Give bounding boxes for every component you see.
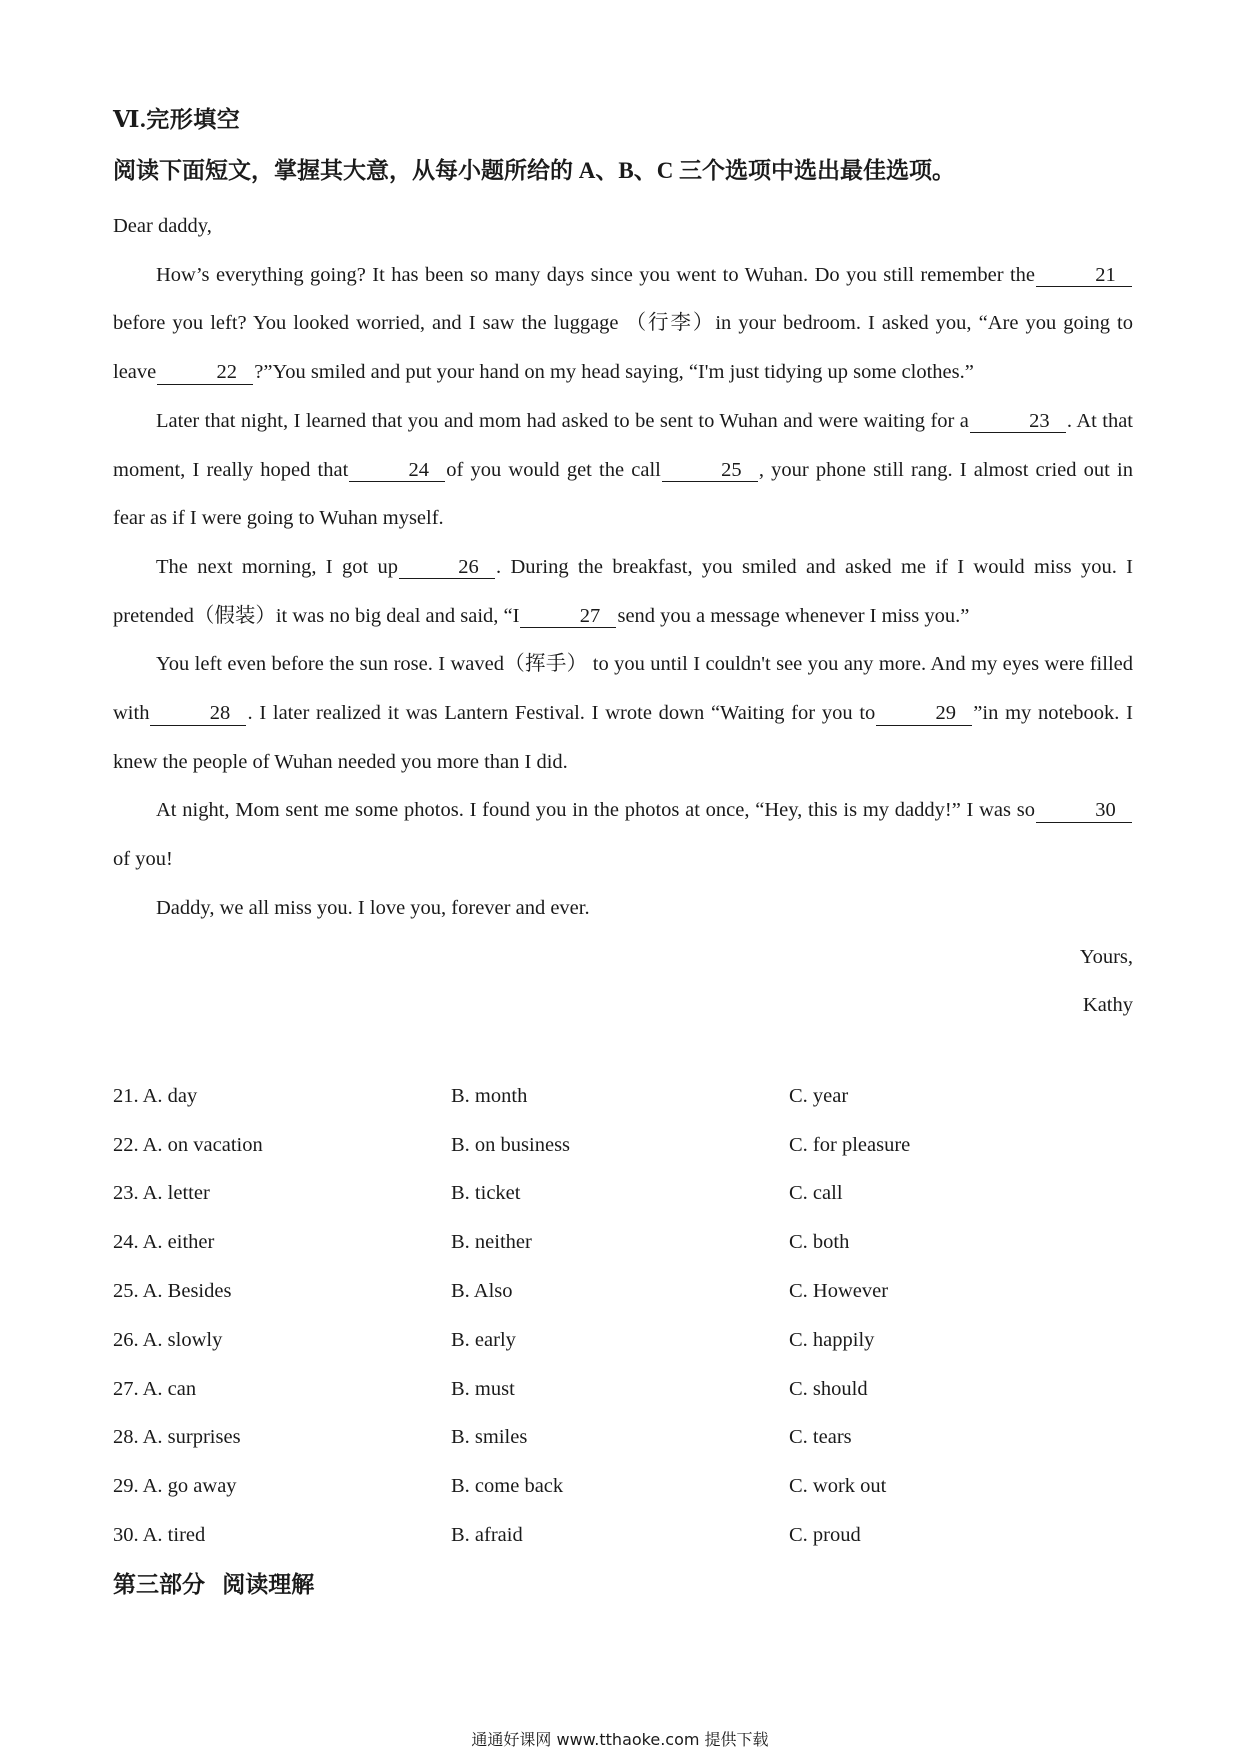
paragraph-text: At night, Mom sent me some photos. I found you in the photos at once, “Hey, this is my daddy!” I was so (156, 799, 1035, 822)
paragraph-text: . I later realized it was Lantern Festival. I wrote down “Waiting for you to (247, 702, 876, 725)
option-a: 26. A. slowly (113, 1328, 223, 1351)
letter-paragraph-1 (113, 251, 1133, 397)
option-row (113, 1218, 1113, 1267)
paragraph-text: , your phone still rang. I almost cried out in fear as if I were going to Wuhan myself. (113, 458, 1133, 530)
letter-paragraph-2 (113, 397, 1133, 543)
option-c: C. year (789, 1084, 849, 1107)
option-row (113, 1121, 1113, 1170)
blank-26: 26 (399, 557, 495, 580)
instruction-text: 阅读下面短文，掌握其大意，从每小题所给的 A、B、C 三个选项中选出最佳选项。 (113, 158, 956, 183)
letter-paragraph-3 (113, 543, 1133, 640)
option-b: B. early (451, 1328, 516, 1351)
paragraph-text: ?”You smiled and put your hand on my head saying, “I'm just tidying up some clothes.” (254, 361, 974, 384)
footer-watermark: 通通好课网 www.tthaoke.com 提供下载 (471, 1730, 769, 1749)
option-c: C. tears (789, 1426, 852, 1449)
section-title: Ⅵ.完形填空 (113, 107, 241, 132)
option-row (113, 1170, 1113, 1219)
paragraph-text: of you! (113, 848, 173, 871)
letter-greeting: Dear daddy, (113, 215, 212, 237)
blank-25: 25 (662, 460, 758, 483)
paragraph-text: The next morning, I got up (156, 555, 399, 578)
option-row (113, 1511, 1113, 1560)
answer-options (113, 1072, 1113, 1560)
option-c: C. should (789, 1377, 868, 1400)
option-a: 27. A. can (113, 1377, 197, 1400)
blank-23: 23 (970, 411, 1066, 434)
option-c: C. happily (789, 1328, 875, 1351)
option-a: 28. A. surprises (113, 1426, 241, 1449)
option-row (113, 1316, 1113, 1365)
option-c: C. work out (789, 1475, 887, 1498)
option-b: B. ticket (451, 1182, 521, 1205)
paragraph-text: You left even before the sun rose. I waved（挥手） to you until I couldn't see you any more. And my eyes were filled with (113, 653, 1133, 725)
option-row (113, 1072, 1113, 1121)
option-b: B. come back (451, 1475, 564, 1498)
option-a: 25. A. Besides (113, 1280, 232, 1303)
option-b: B. must (451, 1377, 515, 1400)
option-row (113, 1267, 1113, 1316)
blank-30: 30 (1036, 800, 1132, 823)
paragraph-text: send you a message whenever I miss you.” (617, 604, 970, 627)
option-a: 22. A. on vacation (113, 1133, 263, 1156)
option-a: 24. A. either (113, 1231, 215, 1254)
option-a: 23. A. letter (113, 1182, 210, 1205)
blank-24: 24 (349, 460, 445, 483)
part-title: 第三部分 阅读理解 (113, 1572, 315, 1597)
letter-paragraph-6: Daddy, we all miss you. I love you, forever and ever. (156, 896, 590, 919)
option-c: C. for pleasure (789, 1133, 911, 1156)
paragraph-text: ”in my notebook. I knew the people of Wuhan needed you more than I did. (113, 702, 1133, 773)
blank-28: 28 (150, 703, 246, 726)
option-b: B. smiles (451, 1426, 528, 1449)
option-c: C. both (789, 1231, 850, 1254)
option-b: B. neither (451, 1231, 532, 1254)
blank-21: 21 (1036, 265, 1132, 288)
option-row (113, 1365, 1113, 1414)
option-c: C. call (789, 1182, 843, 1205)
option-b: B. afraid (451, 1524, 523, 1547)
letter-paragraph-4 (113, 640, 1133, 786)
option-c: C. proud (789, 1524, 861, 1547)
option-a: 30. A. tired (113, 1524, 206, 1547)
paragraph-text: . At that moment, I really hoped that (113, 409, 1134, 481)
paragraph-text: of you would get the call (446, 458, 661, 481)
letter-body (113, 202, 1133, 1030)
option-b: B. on business (451, 1133, 571, 1156)
paragraph-text: How’s everything going? It has been so many days since you went to Wuhan. Do you still remember the (156, 263, 1035, 286)
option-c: C. However (789, 1280, 889, 1303)
option-a: 21. A. day (113, 1084, 198, 1107)
option-b: B. month (451, 1084, 528, 1107)
blank-29: 29 (876, 703, 972, 726)
option-b: B. Also (451, 1280, 513, 1303)
letter-paragraph-5 (113, 786, 1133, 883)
letter-closing: Yours, (1079, 945, 1133, 968)
paragraph-text: Later that night, I learned that you and mom had asked to be sent to Wuhan and were waiting for a (156, 409, 969, 432)
option-a: 29. A. go away (113, 1475, 237, 1498)
letter-signature: Kathy (1082, 994, 1133, 1017)
paragraph-text: before you left? You looked worried, and I saw the luggage （行李）in your bedroom. I asked you, “Are you going to leave (113, 312, 1133, 384)
option-row (113, 1462, 1113, 1511)
blank-27: 27 (520, 606, 616, 629)
blank-22: 22 (157, 362, 253, 385)
option-row (113, 1414, 1113, 1463)
paragraph-text: . During the breakfast, you smiled and asked me if I would miss you. I pretended（假装）it was no big deal and said, “I (113, 555, 1134, 627)
